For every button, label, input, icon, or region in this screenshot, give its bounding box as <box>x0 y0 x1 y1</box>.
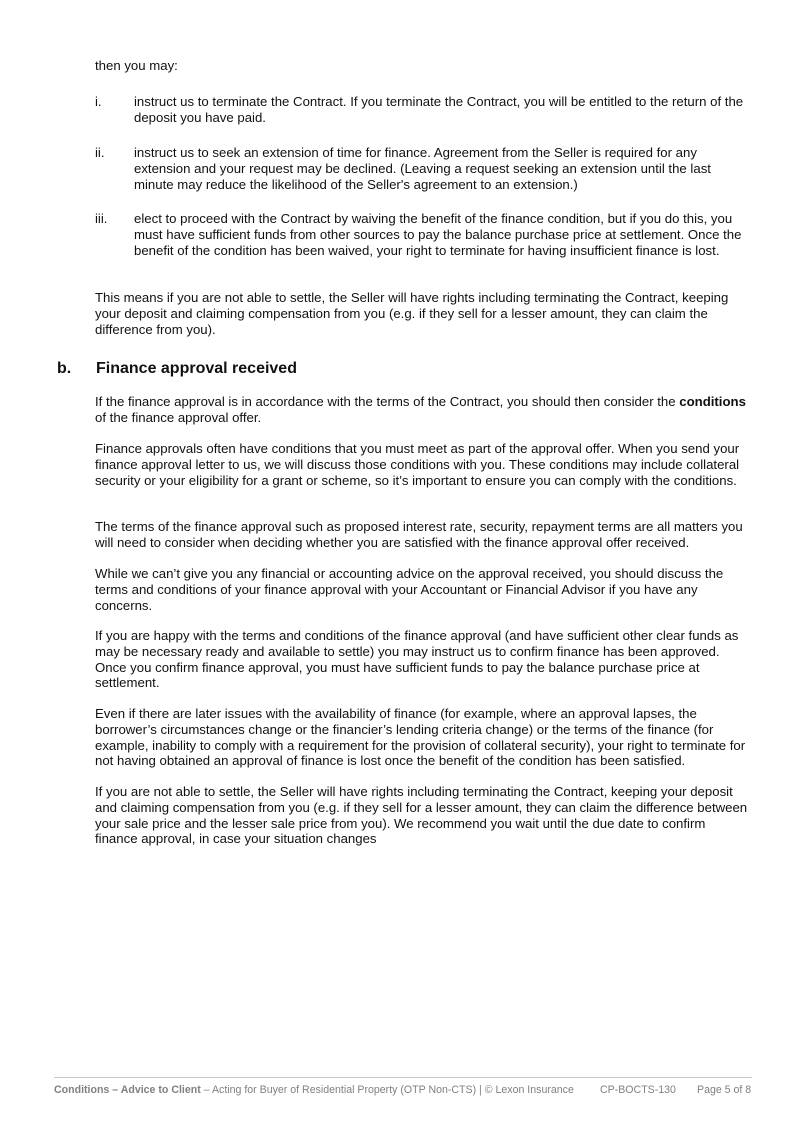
option-item-ii <box>95 145 750 192</box>
option-text: instruct us to terminate the Contract. If you terminate the Contract, you will be entitled to the return of the deposit you have paid. <box>134 94 744 125</box>
footer-page-number: Page 5 of 8 <box>697 1084 752 1096</box>
footer-divider <box>54 1077 752 1078</box>
footer-doc-rest: – Acting for Buyer of Residential Property (OTP Non-CTS) | © Lexon Insurance <box>200 1084 574 1096</box>
paragraph-confirm-finance: If you are happy with the terms and conditions of the finance approval (and have sufficient other clear funds as may be necessary ready and available to settle) you may instruct us to confirm finance has been approved. Once you confirm finance approval, you must have sufficient funds to pay the balance purchase price at settlement. <box>95 628 739 691</box>
section-title: Finance approval received <box>96 360 297 377</box>
option-item-iii <box>95 211 750 258</box>
paragraph-approval-terms: The terms of the finance approval such as proposed interest rate, security, repayment terms are all matters you will need to consider when deciding whether you are satisfied with the finance approval offer received. <box>95 519 743 550</box>
option-number: iii. <box>95 211 108 226</box>
options-note: This means if you are not able to settle, the Seller will have rights including terminating the Contract, keeping your deposit and claiming compensation from you (e.g. if they sell for a lesser amount, they can claim the difference from you). <box>95 290 729 337</box>
option-item-i <box>95 94 750 126</box>
paragraph-text: of the finance approval offer. <box>95 409 262 425</box>
option-text: elect to proceed with the Contract by waiving the benefit of the finance condition, but if you do this, you must have sufficient funds from other sources to pay the balance purchase price at settlement. Once the benefit of the condition has been waived, your right to terminate for having insufficient finance is lost. <box>134 211 742 258</box>
paragraph-unable-to-settle: If you are not able to settle, the Seller will have rights including terminating the Contract, keeping your deposit and claiming compensation from you (e.g. if they sell for a lesser amount, they can claim the difference between your sale price and the lesser sale price from you). We recommend you wait until the due date to confirm finance approval, in case your situation changes <box>95 784 748 847</box>
option-text: instruct us to seek an extension of time for finance. Agreement from the Seller is required for any extension and your request may be declined. (Leaving a request seeking an extension until the last minute may reduce the likelihood of the Seller's agreement to an extension.) <box>134 145 711 192</box>
paragraph-later-issues: Even if there are later issues with the availability of finance (for example, where an approval lapses, the borrower’s circumstances change or the financier’s lending criteria change) or the terms of the finance (for example, inability to comply with a requirement for the provision of collateral security), your right to terminate for not having obtained an approval of finance is lost once the benefit of the condition has been satisfied. <box>95 706 746 769</box>
page-footer <box>54 1083 754 1097</box>
section-letter: b. <box>57 360 72 377</box>
footer-doc-code: CP-BOCTS-130 <box>600 1084 676 1096</box>
footer-doc-bold: Conditions – Advice to Client <box>54 1084 201 1096</box>
bold-term: conditions <box>679 394 746 409</box>
paragraph-text: If the finance approval is in accordance with the terms of the Contract, you should then consider the <box>95 394 680 409</box>
paragraph-advice: While we can’t give you any financial or accounting advice on the approval received, you should discuss the terms and conditions of your finance approval with your Accountant or Financial Advisor if you have any concerns. <box>95 566 724 613</box>
intro-text: then you may: <box>95 58 178 73</box>
option-number: i. <box>95 94 102 109</box>
paragraph-conditions <box>95 394 750 426</box>
option-number: ii. <box>95 145 105 160</box>
footer-document-title <box>54 1084 574 1096</box>
paragraph-approval-conditions: Finance approvals often have conditions that you must meet as part of the approval offer. When you send your finance approval letter to us, we will discuss those conditions with you. These conditions may include collateral security or your eligibility for a grant or scheme, so it’s important to ensure you can comply with the conditions. <box>95 441 740 488</box>
